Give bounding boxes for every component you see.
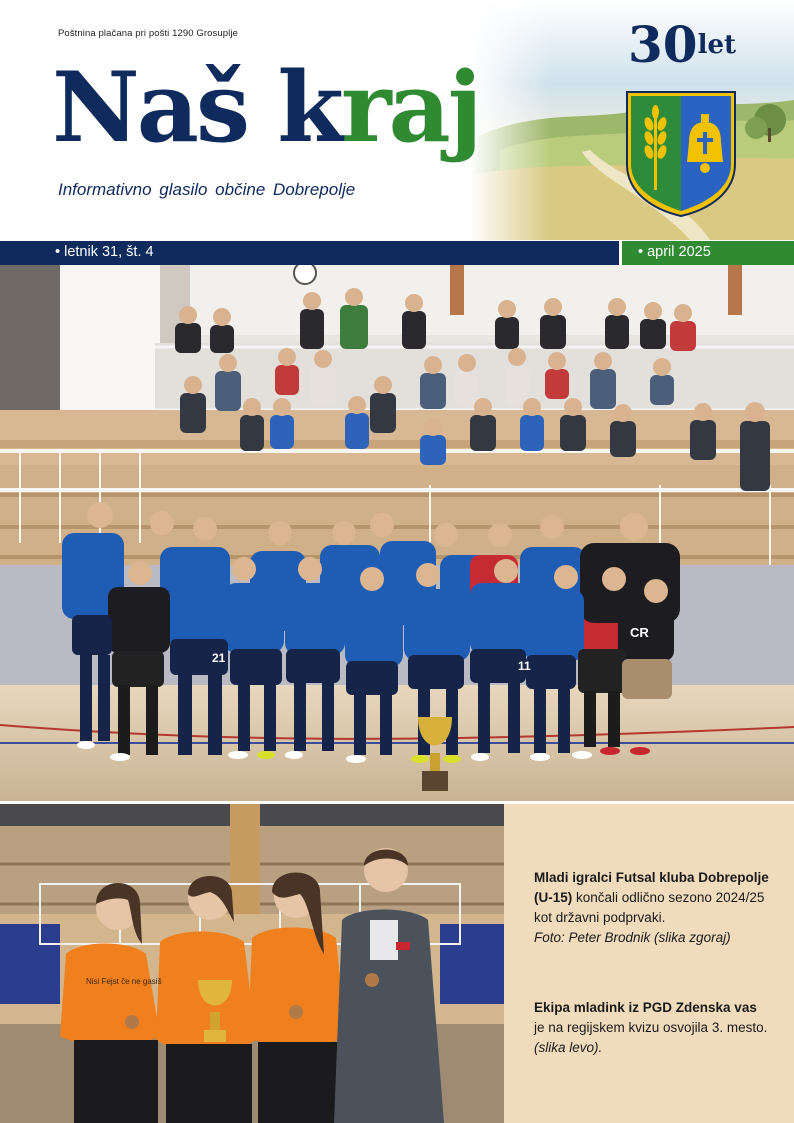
issue-volume-strip	[0, 241, 619, 265]
shirt-slogan: Nisi Fejst če ne gasiš	[86, 977, 162, 986]
shirt-logo-text: CR	[630, 625, 649, 640]
masthead	[0, 0, 794, 240]
anniversary-number: 30	[628, 15, 698, 74]
caption-futsal	[534, 868, 770, 948]
issue-date-strip	[622, 241, 794, 265]
firefighter-youth-photo	[0, 804, 504, 1123]
caption-firefighters-lead: Ekipa mladink iz PGD Zdenska vas	[534, 1000, 757, 1015]
issue-volume: • letnik 31, št. 4	[55, 244, 154, 260]
title-part-navy: Naš k	[52, 51, 341, 164]
caption-firefighters-text: je na regijskem kvizu osvojila 3. mesto.	[534, 1020, 768, 1035]
issue-bar	[0, 241, 794, 265]
title-part-green: raj	[340, 51, 480, 164]
caption-firefighters-credit: (slika levo).	[534, 1040, 603, 1055]
caption-futsal-credit: Foto: Peter Brodnik (slika zgoraj)	[534, 930, 731, 945]
anniversary-logo	[628, 15, 737, 80]
municipality-crest-icon	[625, 90, 737, 218]
magazine-title	[52, 51, 480, 164]
issue-date: • april 2025	[638, 244, 711, 260]
caption-panel	[504, 804, 794, 1123]
caption-futsal-lead: Mladi igralci Futsal kluba Dobrepolje (U-15)	[534, 870, 769, 905]
caption-futsal-text: končali odlično sezono 2024/25 kot državni podprvaki.	[534, 890, 765, 925]
caption-firefighters	[534, 998, 770, 1058]
magazine-subtitle: Informativno glasilo občine Dobrepolje	[58, 180, 356, 199]
futsal-team-photo	[0, 265, 794, 801]
jersey-number-11: 11	[518, 659, 531, 673]
postage-note: Poštnina plačana pri pošti 1290 Grosuplje	[58, 28, 238, 39]
jersey-number-21: 21	[212, 651, 226, 665]
anniversary-unit: let	[697, 30, 737, 60]
